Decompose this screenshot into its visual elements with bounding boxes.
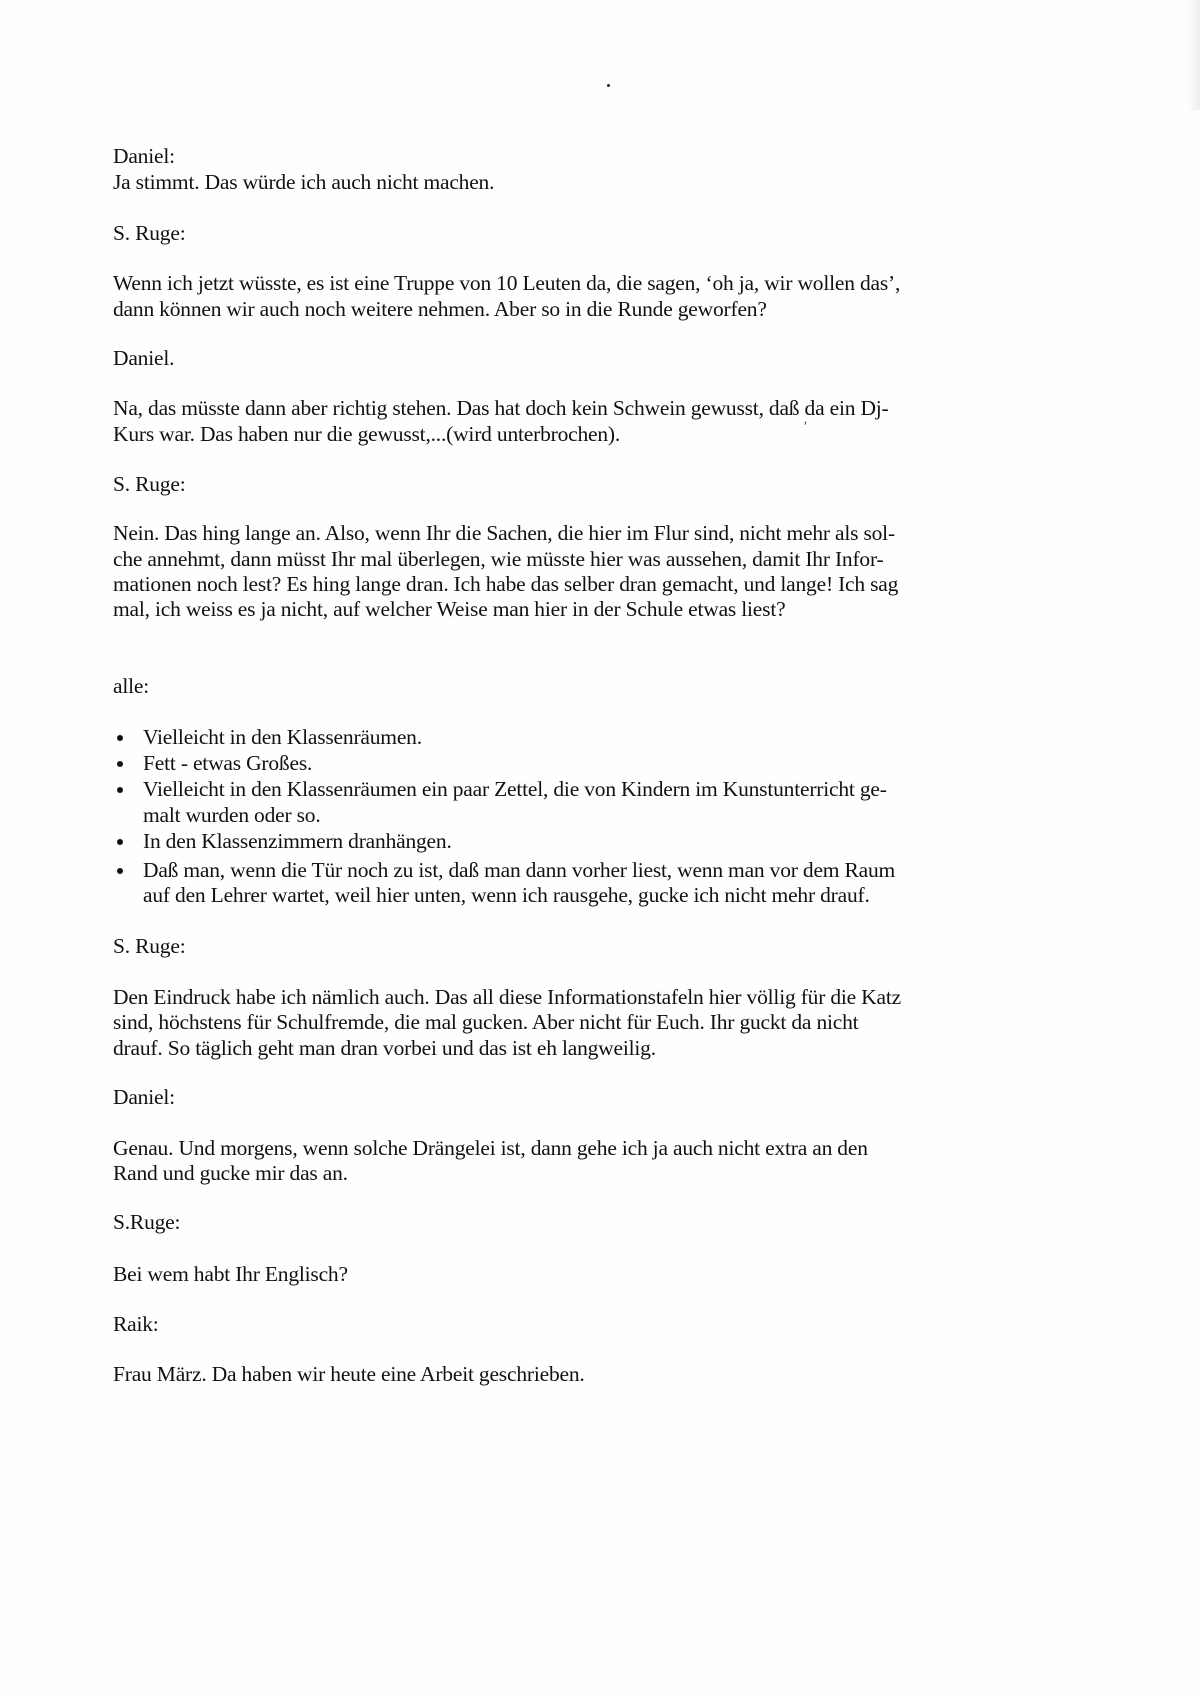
utterance-line: Bei wem habt Ihr Englisch?: [113, 1262, 348, 1286]
bullet-icon: [117, 761, 123, 767]
bullet-icon: [117, 787, 123, 793]
bullet-item-continuation: malt wurden oder so.: [143, 803, 321, 827]
scan-mark: ʹ: [804, 420, 808, 435]
utterance-line: Rand und gucke mir das an.: [113, 1161, 348, 1185]
scan-speck: [607, 84, 610, 87]
bullet-item: Vielleicht in den Klassenräumen.: [143, 725, 422, 749]
utterance-line: Genau. Und morgens, wenn solche Drängelei ist, dann gehe ich ja auch nicht extra an den: [113, 1136, 868, 1160]
speaker-label: S. Ruge:: [113, 472, 186, 496]
bullet-item: In den Klassenzimmern dranhängen.: [143, 829, 452, 853]
utterance-line: Kurs war. Das haben nur die gewusst,...(wird unterbrochen).: [113, 422, 621, 446]
speaker-label: Daniel.: [113, 346, 175, 370]
bullet-icon: [117, 839, 123, 845]
speaker-label: Daniel:: [113, 1085, 175, 1109]
utterance-line: che annehmt, dann müsst Ihr mal überlegen, wie müsste hier was aussehen, damit Ihr Infor-: [113, 547, 884, 571]
speaker-label: S. Ruge:: [113, 934, 186, 958]
utterance-line: Ja stimmt. Das würde ich auch nicht machen.: [113, 170, 495, 194]
utterance-line: dann können wir auch noch weitere nehmen. Aber so in die Runde geworfen?: [113, 297, 767, 321]
speaker-label: S.Ruge:: [113, 1210, 181, 1234]
bullet-item: Fett - etwas Großes.: [143, 751, 313, 775]
utterance-line: Den Eindruck habe ich nämlich auch. Das all diese Informationstafeln hier völlig für die Katz: [113, 985, 901, 1009]
speaker-label: Daniel:: [113, 144, 175, 168]
utterance-line: sind, höchstens für Schulfremde, die mal gucken. Aber nicht für Euch. Ihr guckt da nicht: [113, 1010, 859, 1034]
page-edge-shadow: [1186, 0, 1200, 110]
bullet-item: Vielleicht in den Klassenräumen ein paar Zettel, die von Kindern im Kunstunterricht ge-: [143, 777, 887, 801]
utterance-line: drauf. So täglich geht man dran vorbei und das ist eh langweilig.: [113, 1036, 656, 1060]
bullet-item: Daß man, wenn die Tür noch zu ist, daß man dann vorher liest, wenn man vor dem Raum: [143, 858, 896, 882]
bullet-icon: [117, 868, 123, 874]
utterance-line: Wenn ich jetzt wüsste, es ist eine Truppe von 10 Leuten da, die sagen, ‘oh ja, wir wollen das’,: [113, 271, 901, 295]
speaker-label: Raik:: [113, 1312, 159, 1336]
utterance-line: Nein. Das hing lange an. Also, wenn Ihr die Sachen, die hier im Flur sind, nicht mehr als sol-: [113, 521, 895, 545]
bullet-item-continuation: auf den Lehrer wartet, weil hier unten, wenn ich rausgehe, gucke ich nicht mehr drauf.: [143, 883, 870, 907]
utterance-line: mal, ich weiss es ja nicht, auf welcher Weise man hier in der Schule etwas liest?: [113, 597, 786, 621]
utterance-line: mationen noch lest? Es hing lange dran. Ich habe das selber dran gemacht, und lange! Ich sag: [113, 572, 899, 596]
utterance-line: Frau März. Da haben wir heute eine Arbeit geschrieben.: [113, 1362, 585, 1386]
speaker-label: alle:: [113, 674, 150, 698]
speaker-label: S. Ruge:: [113, 221, 186, 245]
bullet-icon: [117, 735, 123, 741]
utterance-line: Na, das müsste dann aber richtig stehen. Das hat doch kein Schwein gewusst, daß da ein Dj-: [113, 396, 889, 420]
